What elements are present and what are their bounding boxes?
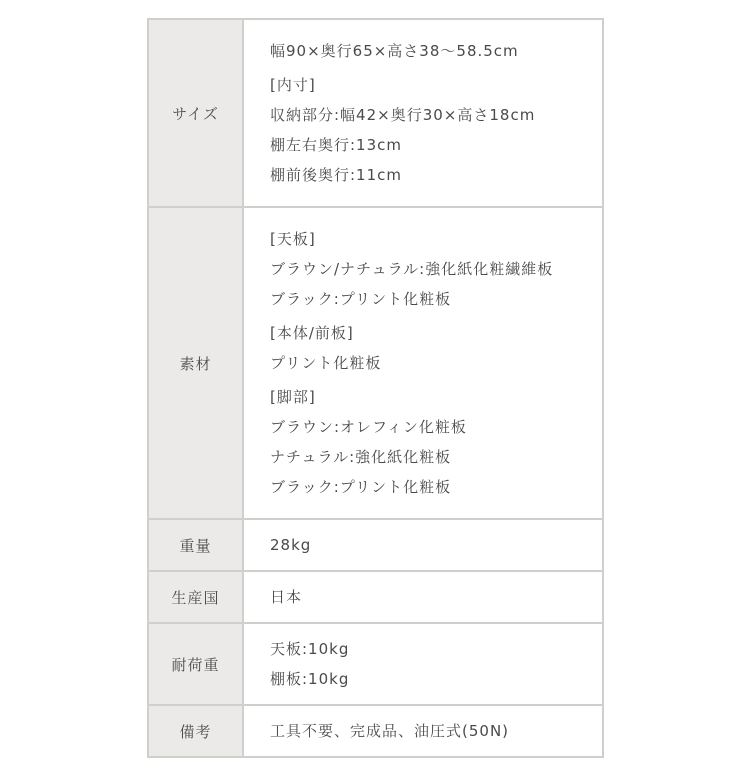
spec-row-material	[148, 207, 603, 519]
value-group	[270, 382, 602, 502]
value-line: [脚部]	[270, 388, 316, 406]
value-line: 収納部分:幅42×奥行30×高さ18cm	[270, 106, 536, 124]
spec-value-load	[243, 623, 603, 705]
spec-row-size	[148, 19, 603, 207]
value-line: 棚左右奥行:13cm	[270, 136, 403, 154]
spec-label-country: 生産国	[148, 571, 243, 623]
value-line: 工具不要、完成品、油圧式(50N)	[270, 722, 510, 740]
value-line: 天板:10kg	[270, 640, 350, 658]
value-line: ブラウン/ナチュラル:強化紙化粧繊維板	[270, 260, 554, 278]
spec-value-notes	[243, 705, 603, 757]
value-line: 28kg	[270, 536, 312, 554]
value-line: [天板]	[270, 230, 316, 248]
value-line: 棚板:10kg	[270, 670, 350, 688]
spec-row-weight	[148, 519, 603, 571]
spec-value-country	[243, 571, 603, 623]
spec-row-country	[148, 571, 603, 623]
value-line: ブラック:プリント化粧板	[270, 290, 452, 308]
spec-label-weight: 重量	[148, 519, 243, 571]
spec-row-notes	[148, 705, 603, 757]
value-line: 幅90×奥行65×高さ38〜58.5cm	[270, 42, 519, 60]
spec-value-material	[243, 207, 603, 519]
spec-table	[147, 18, 604, 758]
value-group	[270, 70, 602, 190]
value-group	[270, 224, 602, 314]
spec-label-size: サイズ	[148, 19, 243, 207]
value-line: [本体/前板]	[270, 324, 354, 342]
spec-label-notes: 備考	[148, 705, 243, 757]
value-line: ナチュラル:強化紙化粧板	[270, 448, 452, 466]
value-line: 日本	[270, 588, 303, 606]
value-line: [内寸]	[270, 76, 316, 94]
spec-row-load	[148, 623, 603, 705]
spec-label-material: 素材	[148, 207, 243, 519]
value-line: ブラウン:オレフィン化粧板	[270, 418, 467, 436]
value-line: プリント化粧板	[270, 354, 382, 372]
spec-value-size	[243, 19, 603, 207]
value-group	[270, 36, 602, 66]
value-line: ブラック:プリント化粧板	[270, 478, 452, 496]
value-group	[270, 318, 602, 378]
spec-value-weight	[243, 519, 603, 571]
spec-label-load: 耐荷重	[148, 623, 243, 705]
value-line: 棚前後奥行:11cm	[270, 166, 403, 184]
